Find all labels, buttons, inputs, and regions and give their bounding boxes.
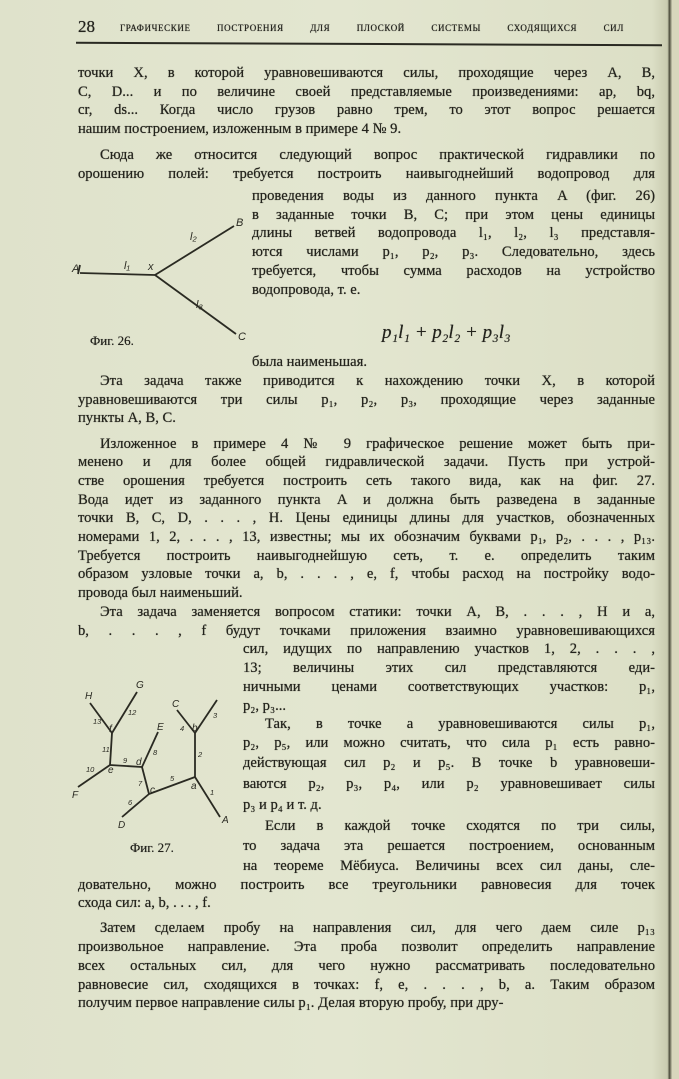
node-e: e [108, 765, 114, 776]
segment-label-6: 6 [128, 798, 133, 807]
node-f: f [109, 724, 112, 735]
segment-label-12: 12 [128, 708, 137, 717]
segment-7 [142, 767, 149, 794]
text-line: Эта задача заменяется вопросом статики: точки A, B, . . . , H и a, [100, 604, 655, 620]
node-b: b [192, 723, 198, 734]
text-line: ничными ценами соответствующих участков: p₁, [243, 679, 655, 695]
text-line: произвольное направление. Эта проба позволит определить направление [78, 939, 655, 955]
figure-26-caption: Фиг. 26. [90, 333, 134, 348]
text-line: C, D... и по величине своей представляемые произведениями: ap, bq, [78, 84, 655, 100]
text-line: 13; величины этих сил представляются еди- [243, 660, 655, 676]
label-H: H [85, 691, 93, 702]
text-line: b, . . . , f будут точками приложения взаимно уравновешивающихся [78, 623, 655, 639]
text-line: точки X, в которой уравновешиваются силы, проходящие через A, B, [78, 65, 655, 81]
segment-11 [110, 733, 112, 765]
segment-label-1: 1 [210, 788, 215, 797]
text-line: действующая сил p₂ и p₅. В точке b уравновеши- [243, 755, 655, 771]
running-title: графические построения для плоской системы сходящихся сил [120, 20, 624, 34]
segment-label-10: 10 [86, 765, 95, 774]
text-line: образом узловые точки a, b, . . . , e, f, чтобы расход на постройку водо- [78, 566, 655, 582]
text-line: Сюда же относится следующий вопрос практической гидравлики по [100, 147, 655, 163]
text-line: равновесие сил, сходящихся в точках: f, e, . . . , b, a. Таким образом [78, 977, 655, 993]
branch-l1 [80, 273, 155, 275]
label-D: D [118, 820, 126, 831]
text-line: длины ветвей водопровода l₁, l₂, l₃ представля- [252, 225, 655, 241]
text-line: проведения воды из данного пункта A (фиг. 26) [252, 188, 655, 204]
figure-27-labels [72, 680, 229, 831]
text-line: точки B, C, D, . . . , H. Цены единицы длины для участков, обозначенных [78, 510, 655, 526]
text-line: Эта задача также приводится к нахождению точки X, в которой [100, 373, 655, 389]
label-G: G [136, 680, 144, 691]
text-line: уравновешиваются три силы p₁, p₂, p₃, проходящие через заданные [78, 392, 655, 408]
text-line: ваются p₂, p₃, p₄, или p₂ уравновешивает силы [243, 776, 655, 792]
label-l2: l₂ [190, 231, 197, 243]
label-b: B [236, 217, 244, 229]
text-line: всех остальных сил, для чего нужно рассматривать последовательно [78, 958, 655, 974]
text-line: стве орошения требуется построить сеть такого вида, как на фиг. 27. [78, 473, 655, 489]
node-c: c [150, 785, 155, 796]
label-l1: l₁ [124, 260, 130, 272]
text-line: нашим построением, изложенным в примере 4 № 9. [78, 121, 402, 137]
label-A: A [222, 815, 229, 826]
text-line: ются числами p₁, p₂, p₃. Следовательно, здесь [252, 244, 655, 260]
label-a: A [72, 263, 80, 275]
text-line: Если в каждой точке сходятся по три силы, [265, 818, 655, 834]
text-line: Вода идет из заданного пункта A и должна быть разведена в заданные [78, 492, 655, 508]
segment-label-7: 7 [138, 779, 143, 788]
text-line: Затем сделаем пробу на направления сил, для чего даем силе p₁₃ [100, 920, 655, 936]
text-line: менено и для более общей гидравлической задачи. Пусть при устрой- [78, 454, 655, 470]
text-line: орошению полей: требуется построить наивыгоднейший водопровод для [78, 166, 655, 182]
label-C: C [172, 699, 180, 710]
segment-label-4: 4 [180, 724, 185, 733]
node-d: d [136, 757, 142, 768]
text-line: была наименьшая. [252, 354, 367, 370]
segment-label-2: 2 [198, 750, 203, 759]
label-c: C [238, 331, 246, 343]
formula: p₁l₁ + p₂l₂ + p₃l₃ [382, 322, 511, 343]
segment-label-11: 11 [102, 745, 110, 754]
text-line: водопровода, т. е. [252, 282, 361, 298]
text-line: получим первое направление силы p₁. Делая вторую пробу, при дру- [78, 995, 504, 1011]
text-line: p₂, p₃... [243, 698, 287, 714]
text-line: p₂, p₅, или можно считать, что сила p₁ есть равно- [243, 735, 655, 751]
segment-6 [122, 794, 149, 817]
text-line: провода был наименьший. [78, 585, 243, 601]
text-line: Требуется построить наивыгоднейшую сеть, т. е. определить таким [78, 548, 655, 564]
text-line: Так, в точке a уравновешиваются силы p₁, [265, 716, 655, 732]
text-line: cr, ds... Когда число грузов равно трем, то этот вопрос решается [78, 102, 655, 118]
segment-label-3: 3 [213, 711, 218, 720]
label-F: F [72, 790, 79, 801]
text-line: p₃ и p₄ и т. д. [243, 797, 322, 813]
label-x: x [148, 261, 154, 273]
text-line: схода сил: a, b, . . . , f. [78, 895, 211, 911]
text-line: требуется, чтобы сумма расходов на устройство [252, 263, 655, 279]
segment-label-8: 8 [153, 748, 158, 757]
text-line: то задача эта решается построением, основанным [243, 838, 655, 854]
text-line: довательно, можно построить все треугольники равновесия для точек [78, 877, 655, 893]
text-line: пункты A, B, C. [78, 410, 176, 426]
figure-26-labels [71, 217, 246, 343]
text-line: сил, идущих по направлению участков 1, 2, . . . , [243, 641, 655, 657]
figure-27-caption: Фиг. 27. [130, 840, 174, 855]
page-number: 28 [78, 17, 95, 36]
segment-label-5: 5 [170, 774, 175, 783]
text-line: номерами 1, 2, . . . , 13, известны; мы их обозначим буквами p₁, p₂, . . . , p₁₃. [78, 529, 655, 545]
text-line: Изложенное в примере 4 № 9 графическое решение может быть при- [100, 436, 655, 452]
segment-label-13: 13 [93, 717, 102, 726]
node-a: a [191, 781, 197, 792]
figure-26 [78, 226, 236, 334]
text-line: на теореме Мёбиуса. Величины всех сил даны, сле- [243, 858, 655, 874]
label-E: E [157, 722, 164, 733]
segment-label-9: 9 [123, 756, 128, 765]
segment-1 [195, 777, 220, 817]
text-line: в заданные точки B, C; при этом цены единицы [252, 207, 655, 223]
label-l3: l₃ [196, 299, 203, 311]
